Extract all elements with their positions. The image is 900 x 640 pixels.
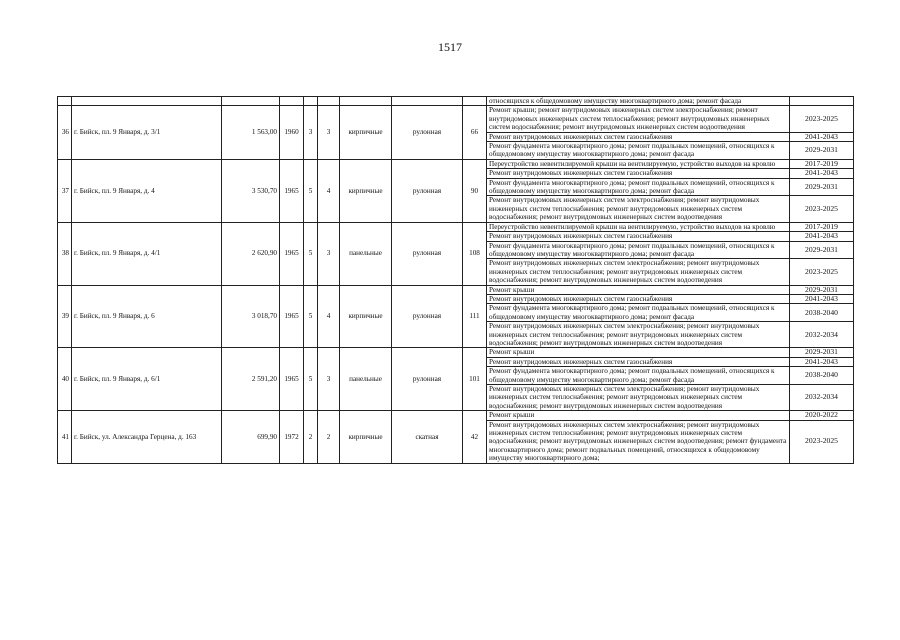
address-cell: г. Бийск, ул. Александра Герцена, д. 163 (72, 411, 222, 463)
table-row (58, 222, 854, 231)
work-type-cell: Ремонт внутридомовых инженерных систем электроснабжения; ремонт внутридомовых инженерных систем теплоснабжения; ремонт внутридомовых инженерных систем водоснабжения; ремонт внутридомовых инженерных систем водоотведения (487, 322, 790, 348)
work-type-cell: Ремонт крыши (487, 285, 790, 294)
period-cell: 2038-2040 (790, 304, 854, 322)
roof-type-cell: скатная (392, 411, 463, 463)
build-year-cell (280, 97, 304, 106)
work-type-cell: Ремонт внутридомовых инженерных систем газоснабжения (487, 132, 790, 141)
total-area-cell: 699,90 (222, 411, 280, 463)
entrances-cell: 3 (318, 106, 340, 159)
work-type-cell: Ремонт фундамента многоквартирного дома; ремонт подвальных помещений, относящихся к общедомовому имуществу многоквартирного дома; ремонт фасада (487, 142, 790, 160)
period-cell: 2029-2031 (790, 241, 854, 259)
total-area-cell: 2 591,20 (222, 348, 280, 411)
entrances-cell: 4 (318, 285, 340, 348)
work-type-cell: Ремонт крыши (487, 348, 790, 357)
work-type-cell: Ремонт фундамента многоквартирного дома; ремонт подвальных помещений, относящихся к общедомовому имуществу многоквартирного дома; ремонт фасада (487, 304, 790, 322)
period-cell: 2041-2043 (790, 232, 854, 241)
build-year-cell: 1965 (280, 159, 304, 222)
build-year-cell: 1972 (280, 411, 304, 463)
table-row (58, 159, 854, 168)
roof-type-cell (392, 97, 463, 106)
residents-cell: 108 (463, 222, 487, 285)
work-type-cell: Ремонт фундамента многоквартирного дома; ремонт подвальных помещений, относящихся к общедомовому имуществу многоквартирного дома; ремонт фасада (487, 178, 790, 196)
total-area-cell: 2 620,90 (222, 222, 280, 285)
work-type-cell: Ремонт внутридомовых инженерных систем газоснабжения (487, 357, 790, 366)
work-type-cell: Ремонт фундамента многоквартирного дома; ремонт подвальных помещений, относящихся к общедомовому имуществу многоквартирного дома; ремонт фасада (487, 367, 790, 385)
total-area-cell: 1 563,00 (222, 106, 280, 159)
period-cell: 2029-2031 (790, 142, 854, 160)
build-year-cell: 1965 (280, 222, 304, 285)
address-cell: г. Бийск, пл. 9 Января, д. 4/1 (72, 222, 222, 285)
work-type-cell: Ремонт внутридомовых инженерных систем газоснабжения (487, 232, 790, 241)
house-number-cell: 37 (58, 159, 72, 222)
table-row (58, 348, 854, 357)
work-type-cell: Ремонт крыши; ремонт внутридомовых инженерных систем электроснабжения; ремонт внутридомовых инженерных систем теплоснабжения; ремонт внутридомовых инженерных систем водоснабжения; ремонт внутридомовых инженерных систем водоотведения (487, 106, 790, 132)
period-cell: 2023-2025 (790, 196, 854, 222)
house-number-cell: 41 (58, 411, 72, 463)
roof-type-cell: рулонная (392, 222, 463, 285)
residents-cell (463, 97, 487, 106)
address-cell: г. Бийск, пл. 9 Января, д. 6 (72, 285, 222, 348)
period-cell: 2017-2019 (790, 222, 854, 231)
wall-material-cell: кирпичные (340, 106, 392, 159)
table-row (58, 411, 854, 420)
residents-cell: 90 (463, 159, 487, 222)
entrances-cell (318, 97, 340, 106)
floors-cell: 5 (304, 159, 318, 222)
wall-material-cell: кирпичные (340, 159, 392, 222)
period-cell: 2041-2043 (790, 294, 854, 303)
roof-type-cell: рулонная (392, 285, 463, 348)
work-type-cell: Переустройство невентилируемой крыши на вентилируемую, устройство выходов на кровлю (487, 222, 790, 231)
table-row (58, 285, 854, 294)
period-cell: 2029-2031 (790, 285, 854, 294)
period-cell: 2032-2034 (790, 385, 854, 411)
wall-material-cell: кирпичные (340, 285, 392, 348)
entrances-cell: 4 (318, 159, 340, 222)
floors-cell: 2 (304, 411, 318, 463)
floors-cell: 5 (304, 285, 318, 348)
house-number-cell: 39 (58, 285, 72, 348)
wall-material-cell: панельные (340, 222, 392, 285)
address-cell: г. Бийск, пл. 9 Января, д. 4 (72, 159, 222, 222)
wall-material-cell: панельные (340, 348, 392, 411)
wall-material-cell: кирпичные (340, 411, 392, 463)
roof-type-cell: рулонная (392, 106, 463, 159)
residents-cell: 101 (463, 348, 487, 411)
period-cell: 2041-2043 (790, 132, 854, 141)
period-cell: 2041-2043 (790, 169, 854, 178)
wall-material-cell (340, 97, 392, 106)
period-cell: 2020-2022 (790, 411, 854, 420)
work-type-cell: Ремонт внутридомовых инженерных систем электроснабжения; ремонт внутридомовых инженерных систем теплоснабжения; ремонт внутридомовых инженерных систем водоснабжения; ремонт внутридомовых инженерных систем водоотведения (487, 196, 790, 222)
roof-type-cell: рулонная (392, 159, 463, 222)
total-area-cell: 3 018,70 (222, 285, 280, 348)
repair-program-table (57, 96, 854, 464)
period-cell: 2017-2019 (790, 159, 854, 168)
floors-cell: 5 (304, 222, 318, 285)
roof-type-cell: рулонная (392, 348, 463, 411)
work-type-cell: Переустройство невентилируемой крыши на вентилируемую, устройство выходов на кровлю (487, 159, 790, 168)
residents-cell: 42 (463, 411, 487, 463)
house-number-cell: 38 (58, 222, 72, 285)
total-area-cell (222, 97, 280, 106)
period-cell: 2041-2043 (790, 357, 854, 366)
work-type-cell: относящихся к общедомовому имуществу многоквартирного дома; ремонт фасада (487, 97, 790, 106)
build-year-cell: 1960 (280, 106, 304, 159)
work-type-cell: Ремонт внутридомовых инженерных систем электроснабжения; ремонт внутридомовых инженерных систем теплоснабжения; ремонт внутридомовых инженерных систем водоснабжения; ремонт внутридомовых инженерных систем водоотведения (487, 259, 790, 285)
table-row (58, 106, 854, 132)
work-type-cell: Ремонт фундамента многоквартирного дома; ремонт подвальных помещений, относящихся к общедомовому имуществу многоквартирного дома; ремонт фасада (487, 241, 790, 259)
work-type-cell: Ремонт крыши (487, 411, 790, 420)
period-cell: 2023-2025 (790, 259, 854, 285)
floors-cell: 5 (304, 348, 318, 411)
work-type-cell: Ремонт внутридомовых инженерных систем газоснабжения (487, 169, 790, 178)
period-cell (790, 97, 854, 106)
work-type-cell: Ремонт внутридомовых инженерных систем электроснабжения; ремонт внутридомовых инженерных систем теплоснабжения; ремонт внутридомовых инженерных систем водоснабжения; ремонт внутридомовых инженерных систем водоотведения (487, 385, 790, 411)
address-cell (72, 97, 222, 106)
period-cell: 2029-2031 (790, 348, 854, 357)
table-row (58, 97, 854, 106)
page-number: 1517 (438, 40, 462, 54)
period-cell: 2029-2031 (790, 178, 854, 196)
work-type-cell: Ремонт внутридомовых инженерных систем электроснабжения; ремонт внутридомовых инженерных систем теплоснабжения; ремонт внутридомовых инженерных систем водоснабжения; ремонт внутридомовых инженерных систем водоотведения; ремонт фундамента многоквартирного дома; ремонт подвальных помещений, относящихся к общедомовому имуществу многоквартирного дома; (487, 420, 790, 463)
build-year-cell: 1965 (280, 348, 304, 411)
entrances-cell: 3 (318, 222, 340, 285)
entrances-cell: 3 (318, 348, 340, 411)
period-cell: 2038-2040 (790, 367, 854, 385)
residents-cell: 66 (463, 106, 487, 159)
floors-cell: 3 (304, 106, 318, 159)
period-cell: 2023-2025 (790, 106, 854, 132)
entrances-cell: 2 (318, 411, 340, 463)
house-number-cell (58, 97, 72, 106)
period-cell: 2023-2025 (790, 420, 854, 463)
address-cell: г. Бийск, пл. 9 Января, д. 3/1 (72, 106, 222, 159)
address-cell: г. Бийск, пл. 9 Января, д. 6/1 (72, 348, 222, 411)
period-cell: 2032-2034 (790, 322, 854, 348)
build-year-cell: 1965 (280, 285, 304, 348)
total-area-cell: 3 530,70 (222, 159, 280, 222)
residents-cell: 111 (463, 285, 487, 348)
house-number-cell: 40 (58, 348, 72, 411)
work-type-cell: Ремонт внутридомовых инженерных систем газоснабжения (487, 294, 790, 303)
house-number-cell: 36 (58, 106, 72, 159)
floors-cell (304, 97, 318, 106)
